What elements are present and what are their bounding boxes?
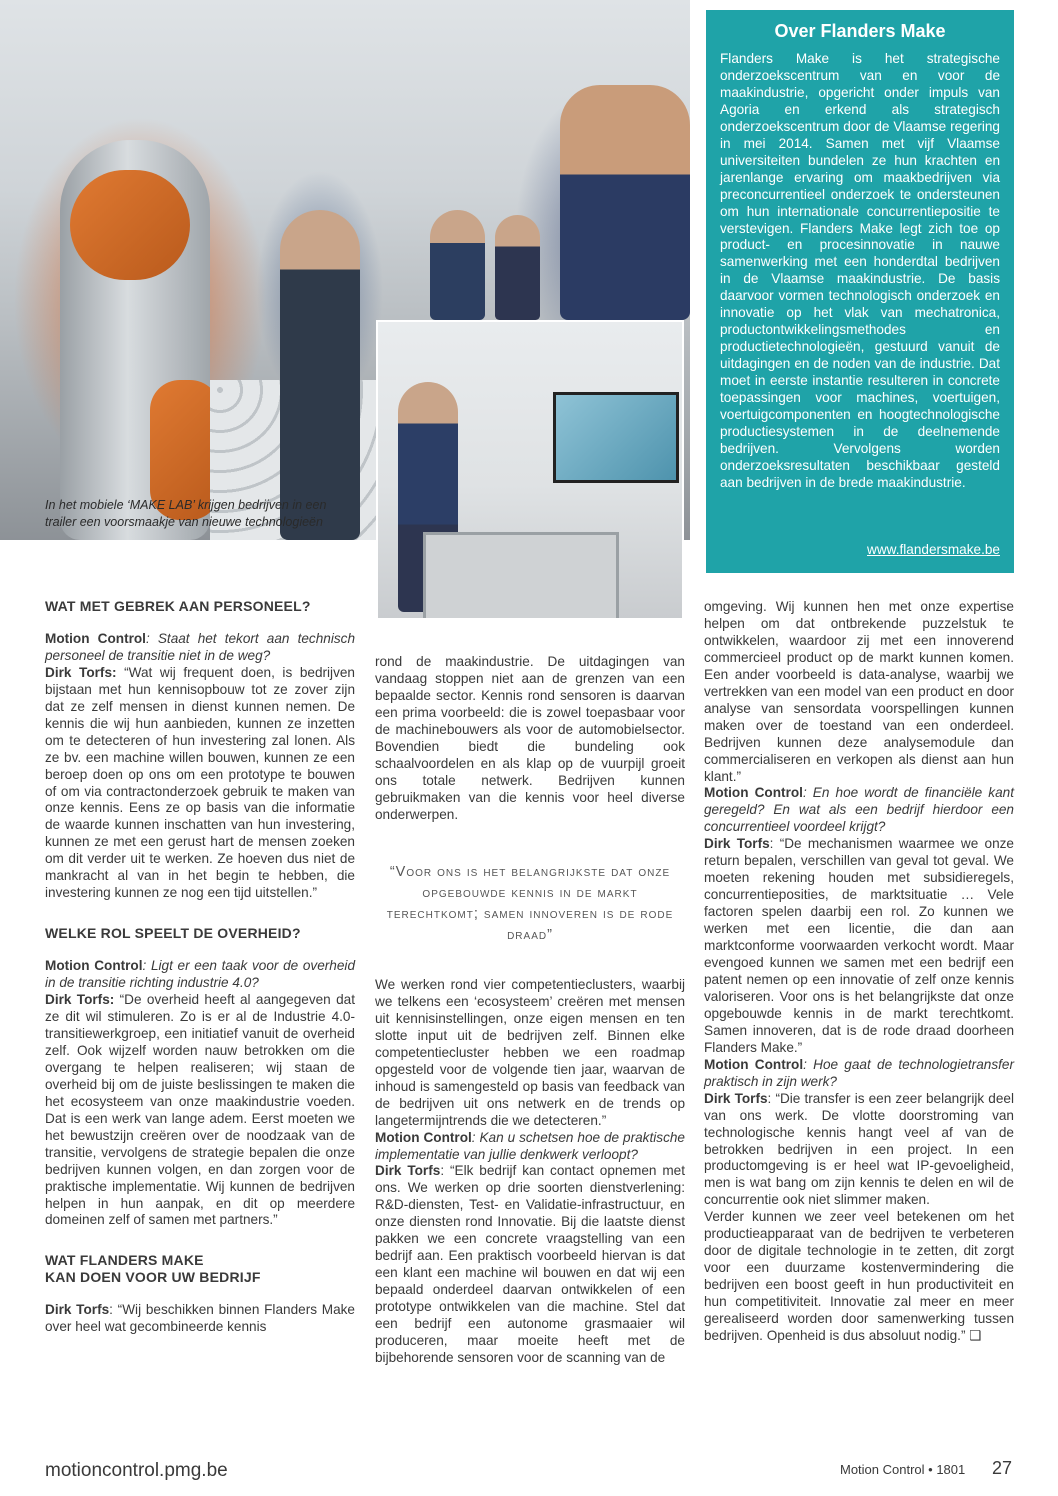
speaker-label: Motion Control — [45, 958, 143, 974]
demo-table-image — [423, 532, 619, 620]
speaker-label: Dirk Torfs: — [45, 992, 115, 1008]
person-figure — [430, 210, 485, 320]
person-figure — [495, 215, 540, 320]
body-paragraph: omgeving. Wij kunnen hen met onze expertise helpen om dat ontbrekende puzzelstuk te ontwikkelen, waardoor zij met een innoverend commercieel product op de markt kunnen komen. Een ander voorbeeld is data-analyse, waarbij we vertrekken van een model van een product en door analyse van sensordata voorspellingen kunnen maken over de toestand van een onderdeel. Bedrijven kunnen deze analysemodule dan commercialiseren en verkopen als dienst aan hun klant.” — [704, 599, 1014, 784]
speaker-label: Motion Control — [375, 1129, 472, 1145]
speaker-label: Motion Control — [704, 785, 803, 801]
robot-joint-image — [70, 170, 190, 280]
speaker-label: Dirk Torfs — [704, 836, 770, 852]
footer-issue: Motion Control • 1801 — [840, 1462, 966, 1477]
hololens-photo — [376, 320, 684, 620]
speaker-label: Motion Control — [45, 630, 146, 646]
person-figure — [280, 210, 360, 540]
answer-text: “De overheid heeft al aangegeven dat ze dit wil stimuleren. Zo is er al de Industrie 4.0-transitiewerkgroep, een initiatief vanuit de overheid zelf. Ook wijzelf worden nauw betrokken om die overgang te helpen realiseren; wij staan de overheid bij om de juiste beslissingen te maken die het ecosysteem van onze maakindustrie voeden. Dat is een werk van lange adem. Eerst moeten we het bewustzijn creëren over de noodzaak van de transitie, vervolgens de strategie bepalen die onze bedrijven kunnen volgen, en dan zorgen voor de praktische implementatie. Wij kunnen de bedrijven helpen in hun aanpak, en dit op meerdere domeinen zelf of samen met partners.” — [45, 992, 355, 1228]
question-text: : Kan u schetsen hoe de praktische implementatie van jullie denkwerk verloopt? — [375, 1129, 685, 1162]
speaker-label: Motion Control — [704, 1056, 804, 1072]
speaker-label: Dirk Torfs — [45, 1302, 110, 1318]
section-heading: KAN DOEN VOOR UW BEDRIJF — [45, 1269, 261, 1286]
page-number: 27 — [992, 1458, 1013, 1478]
pull-quote: “Voor ons is het belangrijkste dat onze opgebouwde kennis in de markt terechtkomt; samen innoveren is de rode draad” — [386, 864, 674, 943]
column-3 — [704, 599, 1014, 1345]
column-2 — [375, 654, 685, 824]
speaker-label: Dirk Torfs — [704, 1090, 768, 1106]
section-heading: WELKE ROL SPEELT DE OVERHEID? — [45, 925, 301, 942]
column-2-lower — [375, 977, 685, 1367]
question-text: : Hoe gaat de technologietransfer praktisch in zijn werk? — [704, 1056, 1014, 1089]
sidebar-title: Over Flanders Make — [774, 21, 946, 41]
flandersmake-link[interactable]: www.flandersmake.be — [867, 542, 1000, 557]
answer-text: : “Die transfer is een zeer belangrijk deel van ons werk. De vlotte doorstroming van technologische kennis hangt veel af van de betrokken bedrijven in een project. In een productomgeving is er heel wat IP-gevoeligheid, men is wat bang om zijn kennis te delen en wil de concurrentie ook niet slimmer maken. — [704, 1090, 1014, 1208]
body-paragraph: We werken rond vier competentieclusters, waarbij we telkens een ‘ecosysteem’ creëren met mensen uit kennisinstellingen, onze eigen mensen en ten slotte input uit de bedrijven zelf. Binnen elke competentiecluster hebben we een roadmap opgesteld voor de volgende tien jaar, waarvan de inhoud is samengesteld op basis van feedback van de bedrijven uit ons netwerk en de trends op langetermijntrends die we detecteren.” — [375, 977, 685, 1128]
column-1 — [45, 598, 355, 1336]
speaker-label: Dirk Torfs: — [45, 664, 117, 680]
answer-text: “Wat wij frequent doen, is bedrijven bijstaan met hun kennisopbouw tot ze zover zijn dat ze zelf mensen in dienst kunnen nemen. De kennis die wij hun aanbieden, kunnen ze inzetten om te detecteren of hun investering zal lonen. Als ze bv. een machine willen bouwen, kunnen ze een beroep doen op ons om een prototype te bouwen of om via contractonderzoek gebruik te maken van onze kennis. Eens ze op basis van die informatie de waarde kunnen inschatten van hun investering, kunnen ze met een gerust hart de mensen zoeken om dit verder uit te werken. Ze hoeven dus niet de mankracht al van in het begin te hebben, die investering kunnen ze nog een tijd uitstellen.” — [45, 664, 355, 901]
photo-caption: In het mobiele ‘MAKE LAB’ krijgen bedrijven in een trailer een voorsmaakje van nieuwe technologieën — [45, 498, 327, 529]
person-figure — [560, 85, 690, 320]
about-flanders-make-box — [706, 10, 1014, 573]
display-screen-image — [553, 392, 679, 483]
answer-text: : “Wij beschikken binnen Flanders Make over heel wat gecombineerde kennis — [45, 1302, 355, 1335]
question-text: : Ligt er een taak voor de overheid in de transitie richting industrie 4.0? — [45, 958, 355, 991]
body-paragraph: Verder kunnen we zeer veel betekenen om het productieapparaat van de bedrijven te verbeteren door de digitale technologie in te zetten, dit zorgt voor een duurzame kostenvermindering die bedrijven een boost geeft in hun productiviteit en hun competitiviteit. Innovatie zal meer en meer gerealiseerd worden door samenwerking tussen bedrijven. Openheid is dus absoluut nodig.” ❑ — [704, 1209, 1014, 1343]
answer-text: : “De mechanismen waarmee we onze return bepalen, verschillen van geval tot geval. We moeten rekening houden met subsidieregels, concurrentieposities, de marktsituatie … Vele factoren spelen daarbij een rol. Zo kunnen we werken met een licentie, die dan aan marktconforme voorwaarden verkocht wordt. Maar evengoed kunnen we samen met een bedrijf een patent nemen op een innovatie of zelf onze kennis valoriseren. Voor ons is het belangrijkste dat onze opgebouwde kennis in de markt terechtkomt. Samen innoveren, dat is de rode draad doorheen Flanders Make.” — [704, 836, 1014, 1055]
footer-website[interactable]: motioncontrol.pmg.be — [45, 1460, 228, 1481]
question-text: : En hoe wordt de financiële kant geregeld? En wat als een bedrijf hierdoor een concurrentieel voordeel krijgt? — [704, 785, 1014, 835]
question-text: : Staat het tekort aan technisch personeel de transitie niet in de weg? — [45, 630, 356, 663]
body-paragraph: rond de maakindustrie. De uitdagingen van vandaag stoppen niet aan de grenzen van een bepaalde sector. Kennis rond sensoren is daarvan een prima voorbeeld: die is zowel toepasbaar voor de machinebouwers als voor de automobielsector. Bovendien biedt die bundeling ook schaalvoordelen en als klap op de vuurpijl groeit ons totale netwerk. Bedrijven kunnen gebruikmaken van die kennis voor heel diverse onderwerpen. — [375, 654, 685, 822]
speaker-label: Dirk Torfs — [375, 1163, 441, 1179]
answer-text: : “Elk bedrijf kan contact opnemen met ons. We werken op drie soorten dienstverlening: R&D-diensten, Test- en Validatie-infrastructuur, en onze diensten rond Innovatie. Bij die laatste dienst pakken we een concrete vraagstelling van een bedrijf aan. Een praktisch voorbeeld hiervan is dat een klant een machine wil bouwen en dat wij een bepaald onderdeel daarvan ontwikkelen of een prototype ontwikkelen van die machine. Stel dat een bedrijf een autonome grasmaaier wil produceren, maar moeite heeft met de bijbehorende sensoren voor de scanning van de — [375, 1163, 686, 1365]
section-heading: WAT MET GEBREK AAN PERSONEEL? — [45, 598, 311, 614]
section-heading: WAT FLANDERS MAKE — [45, 1252, 204, 1269]
sidebar-body: Flanders Make is het strategische onderzoekscentrum van en voor de maakindustrie, opgericht onder impuls van Agoria en erkend als strategisch onderzoekscentrum door de Vlaamse regering in mei 2014. Samen met vijf Vlaamse universiteiten bundelen ze hun krachten en jarenlange ervaring om maakbedrijven via preconcurrentieel onderzoek te ondersteunen om hun internationale concurrentiepositie te verstevigen. Flanders Make legt zich toe op product- en procesinnovatie in nauwe samenwerking met een honderdtal bedrijven in de Vlaamse maakindustrie. De basis daarvoor vormen technologisch onderzoek en innovatie op het vlak van mechatronica, productontwikkelingsmethodes en productietechnologieën, gestuurd vanuit de uitdagingen en de noden van de industrie. Dat moet in eerste instantie resulteren in concrete toepassingen voor machines, voertuigen, voertuigcomponenten en hoogtechnologische productiesystemen in de deelnemende bedrijven. Vervolgens worden onderzoeksresultaten beschikbaar gesteld aan bedrijven in de brede maakindustrie. — [720, 51, 1000, 490]
